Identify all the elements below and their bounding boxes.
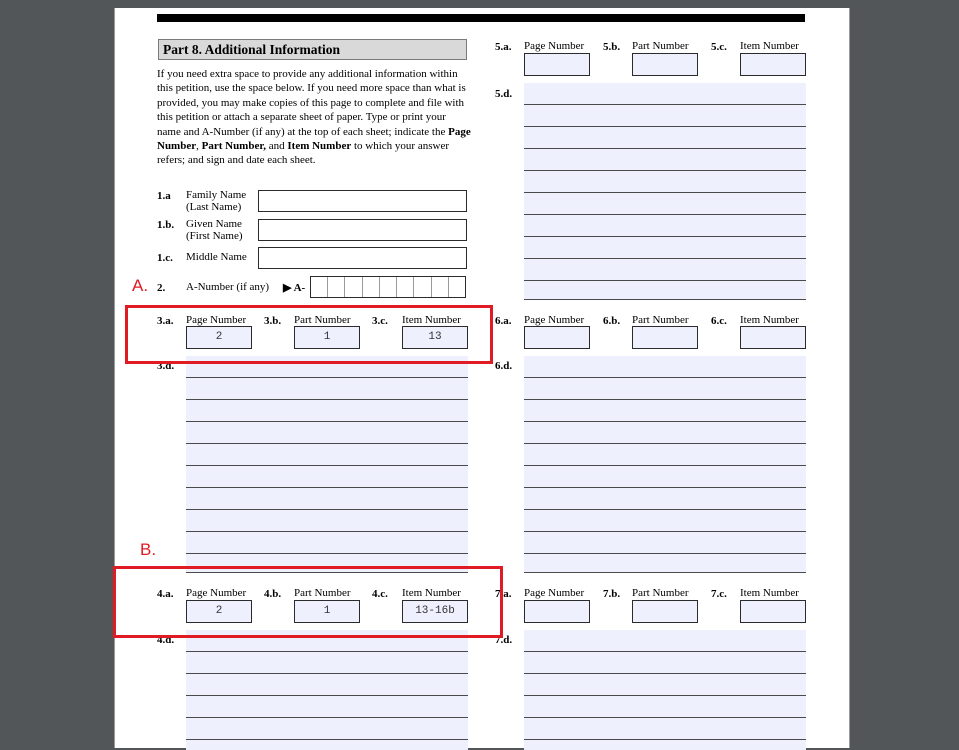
additional-info-textarea-4d[interactable] <box>186 630 468 750</box>
given-name-field[interactable] <box>258 219 467 241</box>
a-number-digit[interactable] <box>413 277 430 297</box>
item-number-field-6c[interactable] <box>740 326 806 349</box>
part-8-header: Part 8. Additional Information <box>158 39 467 60</box>
a-number-digit[interactable] <box>396 277 413 297</box>
additional-info-textarea-7d[interactable] <box>524 630 806 750</box>
item-number-field-4c[interactable]: 13-16b <box>402 600 468 623</box>
additional-info-textarea-3d[interactable] <box>186 356 468 573</box>
part-number-label: Part Number <box>632 40 689 52</box>
a-number-field[interactable] <box>310 276 466 298</box>
middle-name-label: Middle Name <box>186 251 247 263</box>
item-number-6d: 6.d. <box>495 360 513 372</box>
item-number-5b: 5.b. <box>603 41 621 53</box>
item-number-label: Item Number <box>402 314 461 326</box>
part-number-label: Part Number <box>632 587 689 599</box>
annotation-highlight-b <box>113 566 503 638</box>
family-name-sublabel: (Last Name) <box>186 201 242 213</box>
item-number-6c: 6.c. <box>711 315 727 327</box>
top-rule <box>157 14 805 22</box>
given-name-sublabel: (First Name) <box>186 230 243 242</box>
additional-info-textarea-5d[interactable] <box>524 83 806 300</box>
a-number-digit[interactable] <box>431 277 448 297</box>
item-number-1c: 1.c. <box>157 252 173 264</box>
page-number-field-3a[interactable]: 2 <box>186 326 252 349</box>
a-number-digit[interactable] <box>362 277 379 297</box>
part-number-label: Part Number <box>294 314 351 326</box>
item-number-4c: 4.c. <box>372 588 388 600</box>
a-number-digit[interactable] <box>448 277 465 297</box>
page-number-label: Page Number <box>186 587 247 599</box>
a-number-digit[interactable] <box>327 277 344 297</box>
instructions-text: If you need extra space to provide any additional information within this petition, use the space below. If you need more space than what is provided, you may make copies of this page to complete and file with this petition or attach a separate sheet of paper. Type or print your name and A-Number (if any) at the top of each sheet; indicate the Page Number, Part Number, and Item Number to which your answer refers; and sign and date each sheet. <box>157 68 471 167</box>
middle-name-field[interactable] <box>258 247 467 269</box>
additional-info-textarea-6d[interactable] <box>524 356 806 573</box>
item-number-label: Item Number <box>740 40 799 52</box>
item-number-1a: 1.a <box>157 190 171 202</box>
a-number-label: A-Number (if any) <box>186 281 270 293</box>
page-number-label: Page Number <box>524 314 585 326</box>
item-number-3a: 3.a. <box>157 315 174 327</box>
part-number-field-3b[interactable]: 1 <box>294 326 360 349</box>
item-number-field-5c[interactable] <box>740 53 806 76</box>
family-name-field[interactable] <box>258 190 467 212</box>
item-number-5a: 5.a. <box>495 41 512 53</box>
item-number-3c: 3.c. <box>372 315 388 327</box>
part-number-label: Part Number <box>294 587 351 599</box>
item-number-6a: 6.a. <box>495 315 512 327</box>
item-number-1b: 1.b. <box>157 219 175 231</box>
item-number-4d: 4.d. <box>157 634 175 646</box>
annotation-highlight-a <box>125 305 493 364</box>
item-number-7b: 7.b. <box>603 588 621 600</box>
page-number-label: Page Number <box>186 314 247 326</box>
page-number-label: Page Number <box>524 587 585 599</box>
family-name-label: Family Name <box>186 189 247 201</box>
item-number-7a: 7.a. <box>495 588 512 600</box>
a-number-digit[interactable] <box>344 277 361 297</box>
item-number-3d: 3.d. <box>157 360 175 372</box>
part-number-field-6b[interactable] <box>632 326 698 349</box>
item-number-2: 2. <box>157 282 166 294</box>
item-number-field-3c[interactable]: 13 <box>402 326 468 349</box>
item-number-label: Item Number <box>402 587 461 599</box>
a-number-digit[interactable] <box>379 277 396 297</box>
item-number-label: Item Number <box>740 587 799 599</box>
page-number-label: Page Number <box>524 40 585 52</box>
a-number-prefix: ▶ A- <box>283 282 306 294</box>
part-number-field-4b[interactable]: 1 <box>294 600 360 623</box>
part-number-field-5b[interactable] <box>632 53 698 76</box>
item-number-field-7c[interactable] <box>740 600 806 623</box>
page-number-field-6a[interactable] <box>524 326 590 349</box>
item-number-4a: 4.a. <box>157 588 174 600</box>
annotation-label-a: A. <box>132 276 149 295</box>
item-number-label: Item Number <box>740 314 799 326</box>
item-number-7d: 7.d. <box>495 634 513 646</box>
a-number-digit[interactable] <box>311 277 327 297</box>
given-name-label: Given Name <box>186 218 242 230</box>
annotation-label-b: B. <box>140 540 157 559</box>
item-number-4b: 4.b. <box>264 588 282 600</box>
item-number-5c: 5.c. <box>711 41 727 53</box>
item-number-3b: 3.b. <box>264 315 282 327</box>
item-number-7c: 7.c. <box>711 588 727 600</box>
part-number-field-7b[interactable] <box>632 600 698 623</box>
page-number-field-7a[interactable] <box>524 600 590 623</box>
part-number-label: Part Number <box>632 314 689 326</box>
item-number-5d: 5.d. <box>495 88 513 100</box>
page-number-field-5a[interactable] <box>524 53 590 76</box>
item-number-6b: 6.b. <box>603 315 621 327</box>
page-number-field-4a[interactable]: 2 <box>186 600 252 623</box>
